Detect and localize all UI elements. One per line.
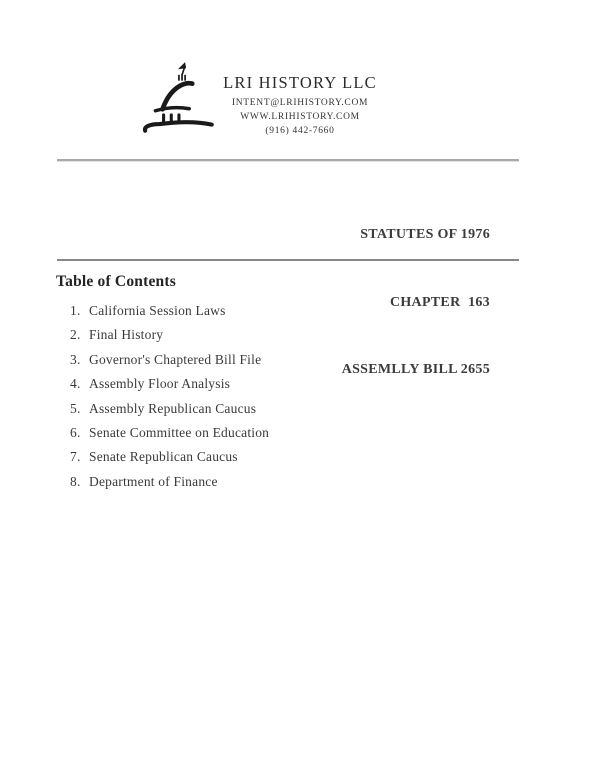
toc-item-label: Department of Finance: [89, 473, 218, 489]
toc-item: [70, 327, 269, 351]
toc-item-number: 3.: [70, 351, 81, 367]
toc-list: [70, 303, 269, 498]
toc-item-number: 8.: [70, 473, 81, 489]
toc-item-number: 6.: [70, 424, 81, 440]
toc-item-label: California Session Laws: [89, 303, 226, 318]
phone-text: (916) 442-7660: [265, 126, 335, 136]
toc-item: [70, 352, 269, 376]
toc-item-number: 5.: [70, 400, 81, 416]
case-info-block: [342, 179, 490, 427]
toc-item: [70, 303, 269, 327]
email-text: INTENT@LRIHISTORY.COM: [231, 98, 369, 108]
website-text: WWW.LRIHISTORY.COM: [240, 112, 360, 122]
toc-item-label: Senate Committee on Education: [89, 424, 270, 440]
toc-item-label: Senate Republican Caucus: [89, 449, 238, 465]
statutes-line: STATUTES OF 1976: [360, 227, 490, 242]
chapter-line: CHAPTER 163: [389, 294, 490, 310]
toc-item-label: Final History: [89, 327, 164, 343]
toc-item-label: Assembly Republican Caucus: [89, 400, 257, 416]
divider-top: [57, 159, 519, 162]
letterhead: [0, 72, 600, 138]
toc-item: [70, 376, 269, 400]
toc-item-number: 1.: [70, 303, 81, 318]
toc-item-number: 4.: [70, 376, 81, 392]
bill-line: ASSEMLLY BILL 2655: [341, 362, 490, 377]
toc-item-number: 2.: [70, 327, 81, 343]
company-name: LRI HISTORY LLC: [223, 73, 377, 92]
toc-item: [70, 449, 269, 473]
toc-item: [70, 401, 269, 425]
toc-item-label: Assembly Floor Analysis: [89, 376, 231, 392]
toc-item: [70, 425, 269, 449]
toc-item-label: Governor's Chaptered Bill File: [89, 351, 262, 367]
toc-item: [70, 474, 269, 498]
toc-item-number: 7.: [70, 449, 81, 465]
toc-title: Table of Contents: [56, 273, 176, 290]
